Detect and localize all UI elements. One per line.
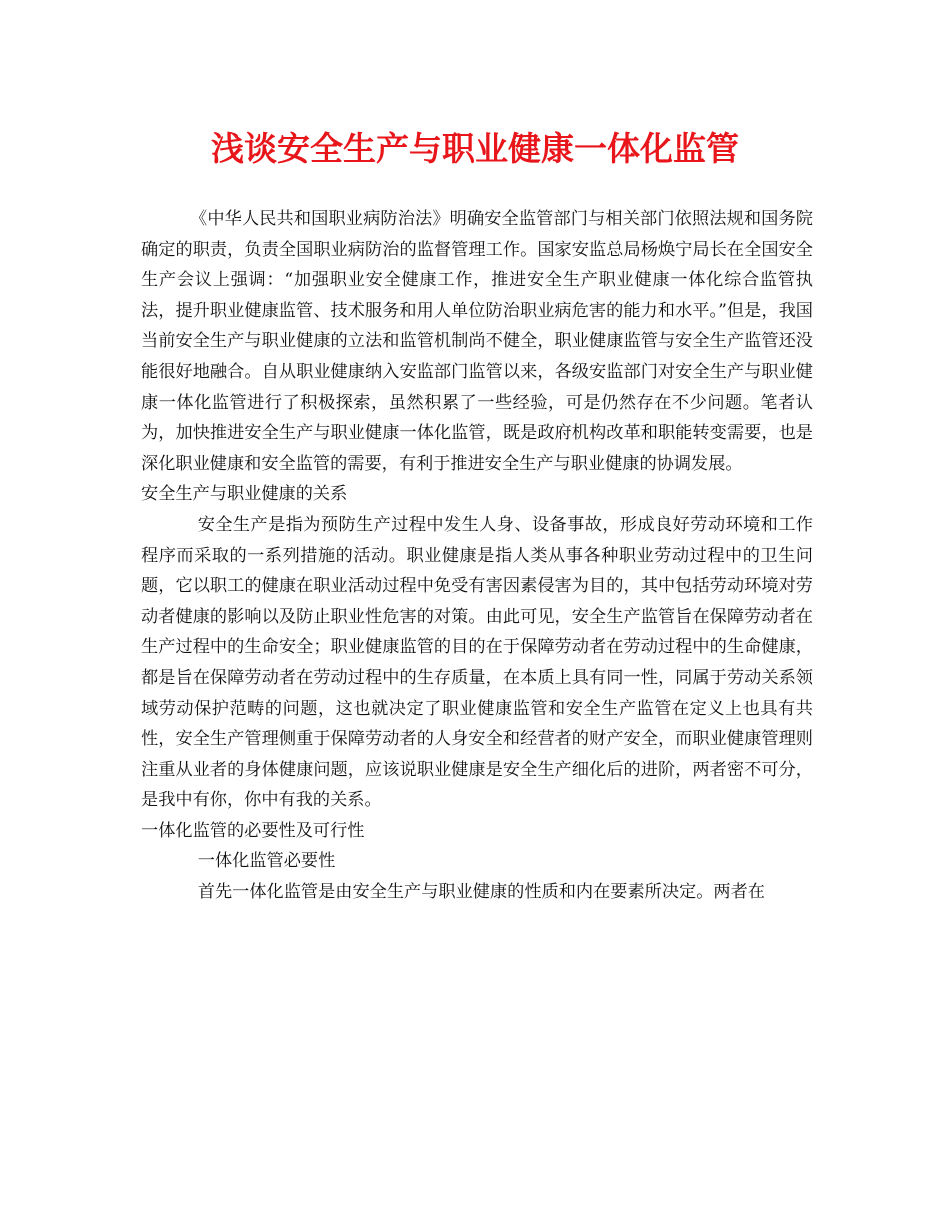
paragraph-necessity: 首先一体化监管是由安全生产与职业健康的性质和内在要素所决定。两者在: [197, 882, 765, 903]
paragraph-intro: 《中华人民共和国职业病防治法》明确安全监管部门与相关部门依照法规和国务院确定的职责，负责全国职业病防治的监督管理工作。国家安监总局杨焕宁局长在全国安全生产会议上强调：“加强职业安全健康工作，推进安全生产职业健康一体化综合监管执法，提升职业健康监管、技术服务和用人单位防治职业病危害的能力和水平。”但是，我国当前安全生产与职业健康的立法和监管机制尚不健全，职业健康监管与安全生产监管还没能很好地融合。自从职业健康纳入安监部门监管以来，各级安监部门对安全生产与职业健康一体化监管进行了积极探索，虽然积累了一些经验，可是仍然存在不少问题。笔者认为，加快推进安全生产与职业健康一体化监管，既是政府机构改革和职能转变需要，也是深化职业健康和安全监管的需要，有利于推进安全生产与职业健康的协调发展。: [141, 209, 813, 474]
section-heading-relationship: 安全生产与职业健康的关系: [141, 484, 348, 505]
subsection-heading-necessity: 一体化监管必要性: [197, 851, 336, 872]
section-heading-necessity-feasibility: 一体化监管的必要性及可行性: [141, 820, 365, 841]
document-title: 浅谈安全生产与职业健康一体化监管: [211, 129, 739, 168]
document-body: [141, 204, 813, 908]
paragraph-relationship: 安全生产是指为预防生产过程中发生人身、设备事故，形成良好劳动环境和工作程序而采取的一系列措施的活动。职业健康是指人类从事各种职业劳动过程中的卫生问题，它以职工的健康在职业活动过程中免受有害因素侵害为目的，其中包括劳动环境对劳动者健康的影响以及防止职业性危害的对策。由此可见，安全生产监管旨在保障劳动者在生产过程中的生命安全；职业健康监管的目的在于保障劳动者在劳动过程中的生命健康，都是旨在保障劳动者在劳动过程中的生存质量，在本质上具有同一性，同属于劳动关系领域劳动保护范畴的问题，这也就决定了职业健康监管和安全生产监管在定义上也具有共性，安全生产管理侧重于保障劳动者的人身安全和经营者的财产安全，而职业健康管理则注重从业者的身体健康问题，应该说职业健康是安全生产细化后的进阶，两者密不可分，是我中有你，你中有我的关系。: [141, 514, 813, 811]
